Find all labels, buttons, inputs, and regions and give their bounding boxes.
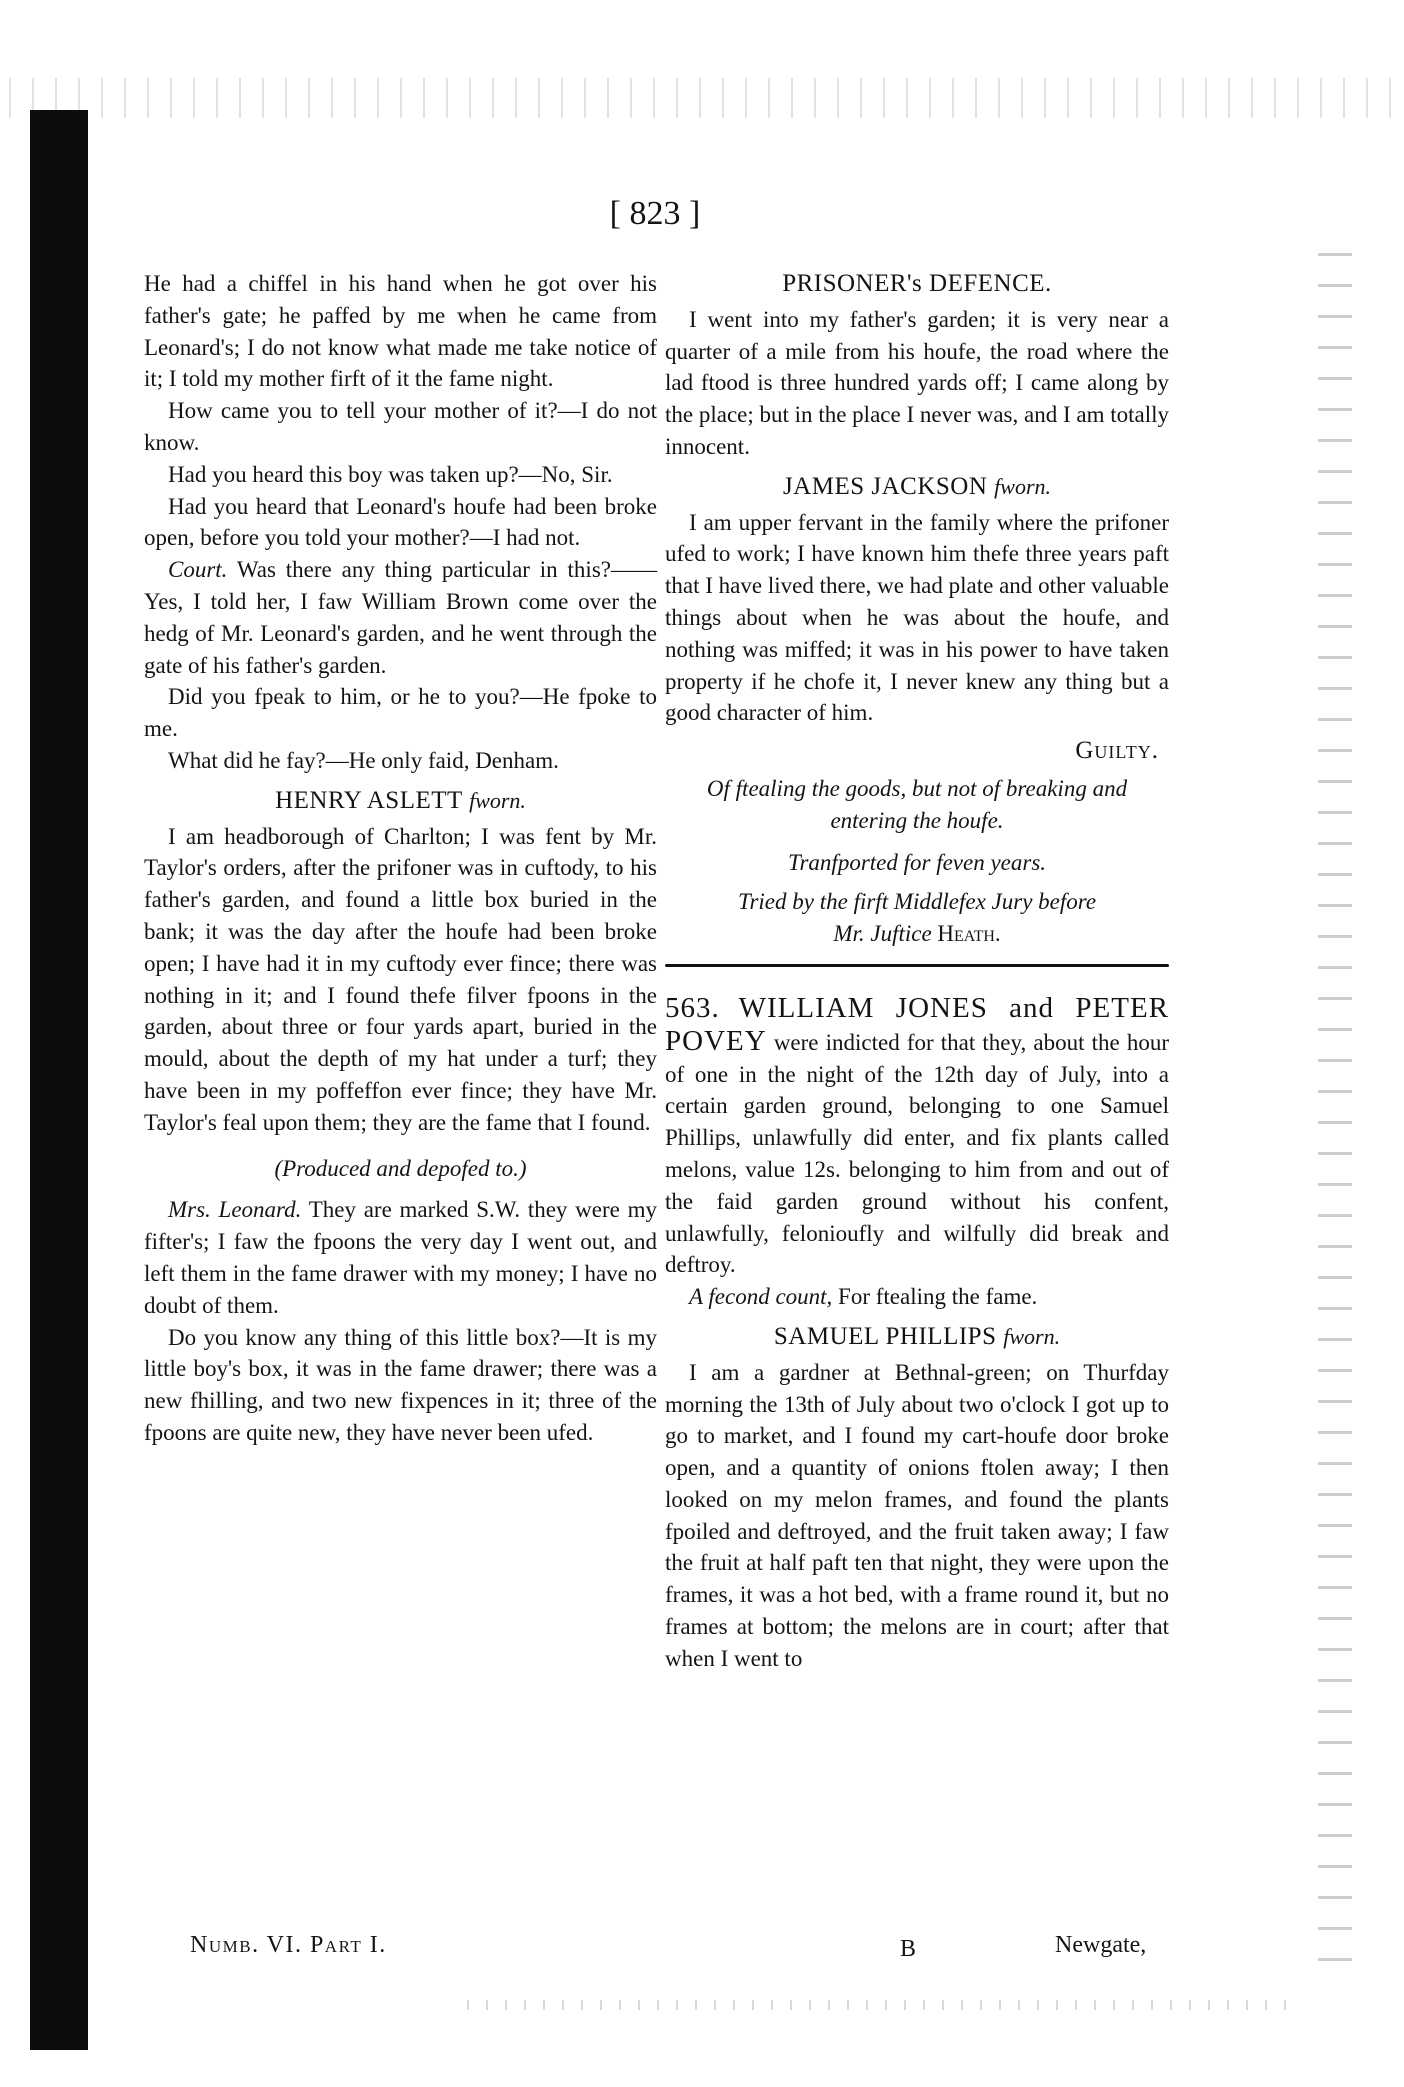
testimony: I am upper fervant in the family where the prifoner ufed to work; I have known him thefe three years paft that I have lived there, we had plate and other valuable things about when he was about the houfe, and nothing was miffed; it was in his power to have taken property if he chofe it, I never knew any thing but a good character of him.	[665, 509, 1169, 726]
catchword: Newgate,	[1055, 1932, 1147, 1958]
part-label: Numb. VI. Part I.	[190, 1932, 387, 1958]
scan-noise-top	[0, 78, 1404, 118]
testimony	[144, 1194, 657, 1321]
signature-mark: B	[900, 1936, 917, 1962]
sworn-label: fworn.	[994, 473, 1052, 499]
verdict: Guilty.	[1075, 737, 1159, 765]
paragraph-text: Was there any thing particular in this?——Yes, I told her, I faw William Brown come over the hedg of Mr. Leonard's garden, and he went through the gate of his father's garden.	[144, 557, 657, 678]
judge-prefix: Mr. Juftice	[833, 921, 932, 947]
testimony: I am a gardner at Bethnal-green; on Thurfday morning the 13th of July about two o'clock I got up to go to market, and I found my cart-houfe door broke open, and a quantity of onions ftolen away; I then looked on my melon frames, and found the plants fpoiled and deftroyed, and the fruit taken away; I faw the fruit at half paft ten that night, they were upon the frames, it was a hot bed, with a frame round it, but no frames at bottom; the melons are in court; after that when I went to	[665, 1359, 1169, 1671]
indictment	[665, 993, 1169, 1281]
paragraph: Had you heard that Leonard's houfe had been broke open, before you told your mother?—I had not.	[144, 493, 657, 551]
witness-heading	[665, 471, 1169, 503]
sworn-label: fworn.	[469, 787, 526, 813]
witness-heading	[665, 1321, 1169, 1353]
paragraph: Had you heard this boy was taken up?—No, Sir.	[168, 461, 613, 487]
second-count-text: For ftealing the fame.	[838, 1284, 1038, 1310]
paragraph: He had a chiffel in his hand when he got over his father's gate; he paffed by me when he came from Leonard's; I do not know what made me take notice of it; I told my mother firft of it the fame night.	[144, 271, 657, 392]
witness-name: JAMES JACKSON	[782, 472, 988, 500]
scan-noise-right	[1318, 240, 1352, 1980]
second-count-label: A fecond count,	[689, 1284, 833, 1310]
page-number: [ 823 ]	[609, 195, 701, 232]
case-number: 563.	[665, 991, 720, 1024]
defence-statement: I went into my father's garden; it is very near a quarter of a mile from his houfe, the road where the lad ftood is three hundred yards off; I came along by the place; but in the place I never was, and I am totally innocent.	[665, 306, 1169, 459]
section-divider	[665, 964, 1169, 967]
speaker-label: Mrs. Leonard.	[168, 1197, 302, 1223]
sentence: Tranfported for feven years.	[787, 849, 1047, 875]
witness-name: SAMUEL PHILLIPS	[773, 1322, 997, 1350]
judge-line	[665, 918, 1169, 950]
witness-name: HENRY ASLETT	[275, 786, 463, 814]
right-column	[665, 268, 1169, 1675]
defence-heading: PRISONER's DEFENCE.	[782, 270, 1052, 297]
court-question	[144, 554, 657, 681]
left-column	[144, 268, 657, 1449]
paragraph-text: They are marked S.W. they were my fifter's; I faw the fpoons the very day I went out, and left them in the fame drawer with my money; I have no doubt of them.	[144, 1197, 657, 1318]
paragraph: Do you know any thing of this little box?—It is my little boy's box, it was in the fame drawer; there was a new fhilling, and two new fixpences in it; three of the fpoons are quite new, they have never been ufed.	[144, 1324, 657, 1445]
judge-name: Heath.	[937, 921, 1001, 947]
page-binding-shadow	[30, 110, 88, 2050]
produced-note: (Produced and depofed to.)	[274, 1155, 527, 1181]
paragraph: Did you fpeak to him, or he to you?—He fpoke to me.	[144, 684, 657, 742]
witness-heading	[144, 785, 657, 817]
sworn-label: fworn.	[1003, 1323, 1061, 1349]
defendant-names: WILLIAM JONES and PETER POVEY	[665, 991, 1170, 1057]
scan-noise-bottom	[460, 2000, 1300, 2010]
tried-line: Tried by the firft Middlefex Jury before	[737, 889, 1097, 915]
speaker-label: Court.	[168, 557, 228, 583]
second-count	[665, 1281, 1169, 1313]
paragraph: What did he fay?—He only faid, Denham.	[168, 747, 559, 773]
paragraph: How came you to tell your mother of it?—I do not know.	[144, 398, 657, 455]
testimony: I am headborough of Charlton; I was fent by Mr. Taylor's orders, after the prifoner was in cuftody, to his father's garden, and found a little box buried in the bank; it was the day after the houfe had been broke open; I have had it in my cuftody ever fince; there was nothing in it; and I found thefe filver fpoons in the garden, about three or four yards apart, buried in the mould, about the depth of my hat under a turf; they have been in my poffeffon ever fince; they have Mr. Taylor's feal upon them; they are the fame that I found.	[144, 823, 657, 1135]
indictment-text: were indicted for that they, about the hour of one in the night of the 12th day of July, into a certain garden ground, belonging to one Samuel Phillips, unlawfully did enter, and fix plants called melons, value 12s. belonging to him from and out of the faid garden ground without his confent, unlawfully, felonioufly and wilfully did break and deftroy.	[665, 1029, 1170, 1278]
verdict-detail: Of ftealing the goods, but not of breaking and entering the houfe.	[706, 775, 1128, 833]
